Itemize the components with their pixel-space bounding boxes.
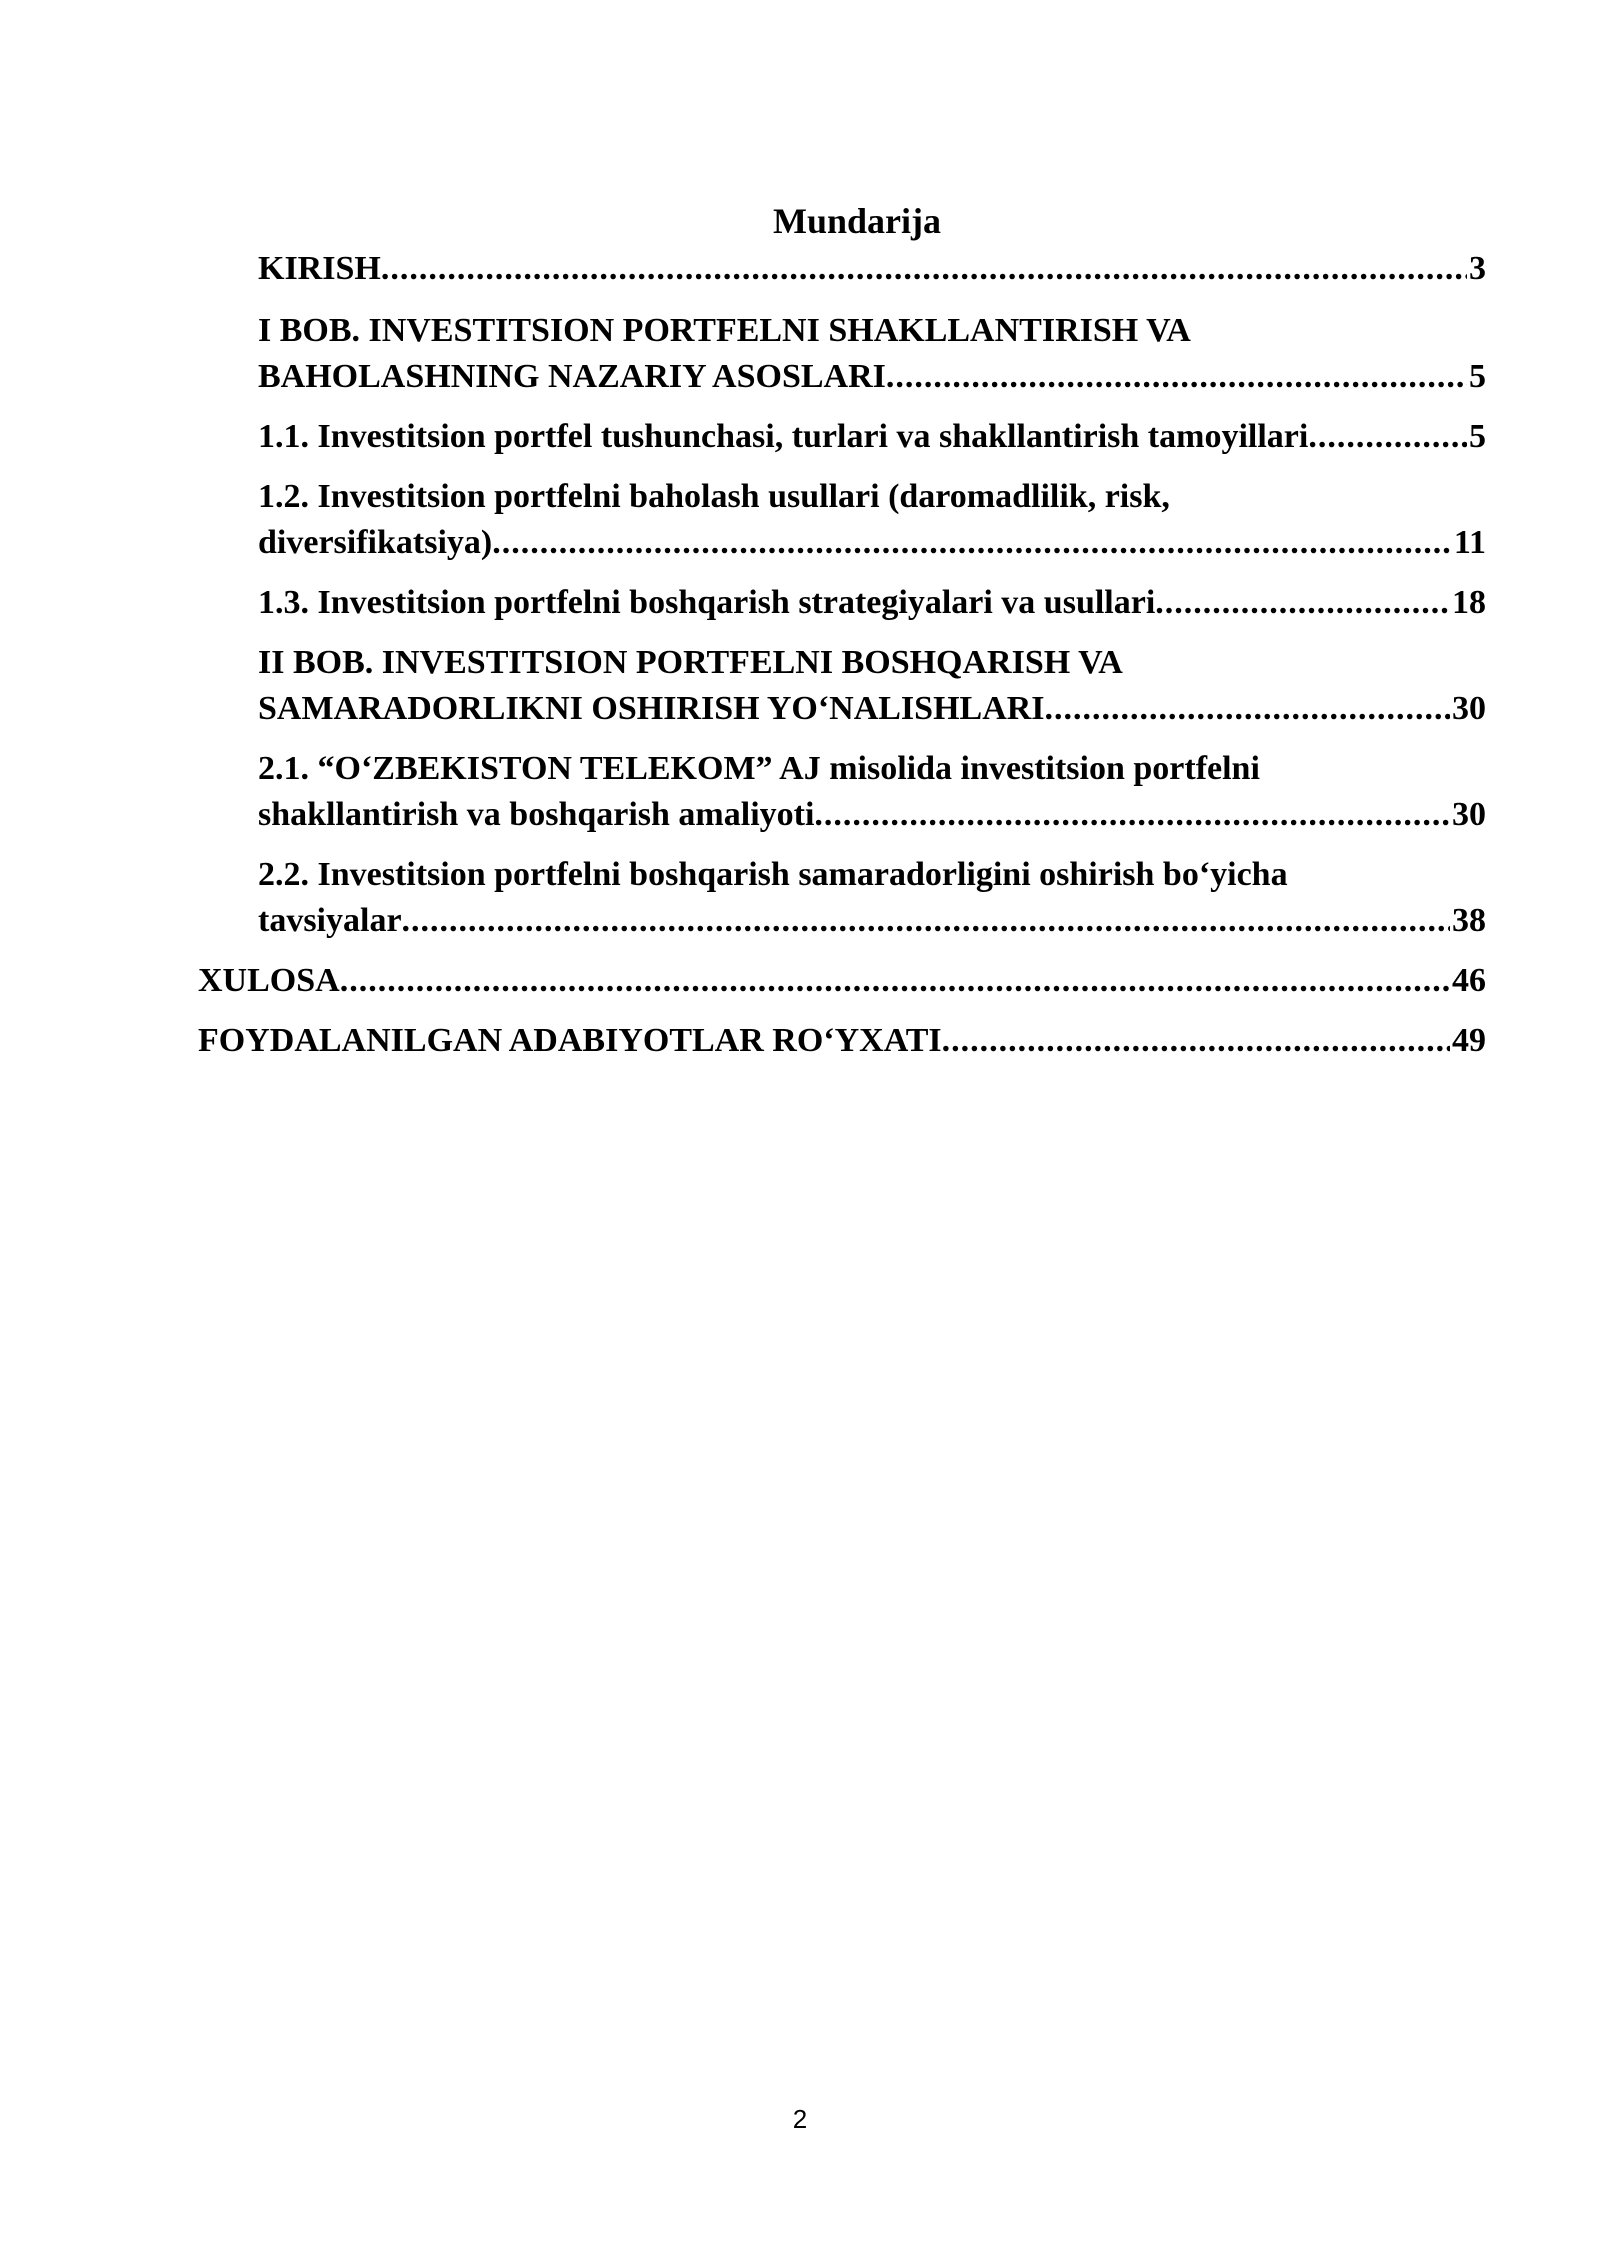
toc-page-number: 5 [1469,418,1486,455]
toc-page-number: 30 [1452,796,1486,833]
toc-entry-label: tavsiyalar [258,902,402,939]
toc-entry-section-1-2[interactable] [228,474,1486,566]
toc-entry-line [258,520,1486,566]
toc-entry-line [258,898,1486,944]
toc-entry-text: 2.1. “O‘ZBEKISTON TELEKOM” AJ misolida investitsion portfelni [258,750,1260,787]
toc-entry-section-1-3[interactable] [228,580,1486,626]
toc-entry-label: SAMARADORLIKNI OSHIRISH YO‘NALISHLARI [258,690,1045,727]
toc-page-number: 3 [1469,250,1486,287]
toc-entry-label: XULOSA [198,962,340,999]
toc-entry-text: II BOB. INVESTITSION PORTFELNI BOSHQARISH VA [258,644,1123,681]
dot-leader [942,1018,1450,1064]
toc-entry-xulosa[interactable] [198,958,1486,1004]
toc-page-number: 46 [1452,962,1486,999]
toc-entry-kirish[interactable] [228,246,1486,292]
dot-leader [402,898,1450,944]
toc-entry-line [258,686,1486,732]
toc-entry-line [258,580,1486,626]
table-of-contents [198,198,1486,1078]
toc-entry-chapter-1[interactable] [228,308,1486,400]
dot-leader [886,354,1467,400]
toc-page-number: 30 [1452,690,1486,727]
toc-entry-line [198,1018,1486,1064]
toc-entry-line [258,246,1486,292]
toc-list [198,246,1486,1064]
dot-leader [340,958,1450,1004]
toc-entry-references[interactable] [198,1018,1486,1064]
toc-page-number: 49 [1452,1022,1486,1059]
toc-entry-section-2-1[interactable] [228,746,1486,838]
dot-leader [814,792,1450,838]
toc-page-number: 5 [1469,358,1486,395]
toc-entry-label: 1.3. Investitsion portfelni boshqarish strategiyalari va usullari [258,584,1156,621]
toc-page-number: 11 [1453,524,1486,561]
toc-title: Mundarija [772,201,941,241]
toc-entry-text: 1.2. Investitsion portfelni baholash usullari (daromadlilik, risk, [258,478,1170,515]
toc-entry-label: 1.1. Investitsion portfel tushunchasi, turlari va shakllantirish tamoyillari [258,418,1309,455]
toc-entry-label: shakllantirish va boshqarish amaliyoti [258,796,815,833]
toc-entry-section-2-2[interactable] [228,852,1486,944]
dot-leader [381,246,1467,292]
toc-entry-text: 2.2. Investitsion portfelni boshqarish samaradorligini oshirish bo‘yicha [258,856,1288,893]
toc-entry-line [258,792,1486,838]
dot-leader [492,520,1452,566]
toc-entry-line [258,414,1486,460]
dot-leader [1045,686,1450,732]
toc-entry-text: I BOB. INVESTITSION PORTFELNI SHAKLLANTIRISH VA [258,312,1191,349]
toc-entry-line [198,958,1486,1004]
toc-entry-line [258,354,1486,400]
toc-page-number: 18 [1452,584,1486,621]
toc-entry-label: diversifikatsiya) [258,524,493,561]
toc-entry-section-1-1[interactable] [228,414,1486,460]
toc-entry-label: KIRISH [258,250,381,287]
toc-entry-chapter-2[interactable] [228,640,1486,732]
toc-entry-label: BAHOLASHNING NAZARIY ASOSLARI [258,358,886,395]
dot-leader [1155,580,1450,626]
toc-page-number: 38 [1452,902,1486,939]
dot-leader [1308,414,1467,460]
toc-entry-label: FOYDALANILGAN ADABIYOTLAR RO‘YXATI [198,1022,942,1059]
page-number: 2 [792,2104,808,2134]
